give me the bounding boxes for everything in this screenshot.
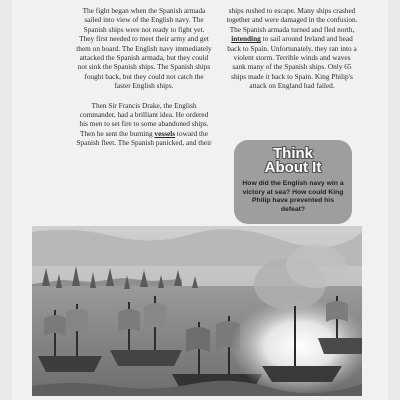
left-text-column [76, 6, 212, 158]
paragraph-armada-fled [226, 6, 358, 91]
text-run: to sail around Ireland and head back to Spain. Unfortunately, they ran into a violent storm. Terrible winds and waves sank many of the Spanish ships. Only 65 ships made it back to Spain. King Philip's attack on England had failed. [227, 34, 357, 91]
sea-battle-illustration [32, 226, 362, 396]
paragraph-drake-idea [76, 101, 212, 148]
title-line: About It [264, 159, 322, 176]
text-run: toward the Spanish fleet. The Spanish panicked, and their [76, 128, 212, 148]
vocab-word-intending: intending [231, 34, 261, 44]
right-text-column [226, 6, 358, 101]
text-run: Then Sir Francis Drake, the English commander, had a brilliant idea. He ordered his men to set fire to some abandoned ships. Then he sent the burning [79, 100, 209, 138]
think-about-it-box [234, 140, 352, 224]
text-run: ships rushed to escape. Many ships crashed together and were damaged in the confusion. The Spanish armada turned and fled north, [226, 6, 358, 34]
paragraph-fight-began: The fight began when the Spanish armada sailed into view of the English navy. The Spanish ships were not ready to fight yet. They first needed to meet their army and get them on board. The English navy immediately attacked the Spanish armada, but they could not sink the Spanish ships. The Spanish ships fought back, but they could not catch the faster English ships. [76, 6, 212, 91]
think-about-it-question: How did the English navy win a victory at sea? How could King Philip have prevented his defeat? [242, 180, 344, 213]
title-line: Think [273, 145, 313, 162]
think-about-it-title [234, 147, 352, 175]
vocab-word-vessels: vessels [154, 128, 176, 138]
book-page [12, 0, 388, 400]
